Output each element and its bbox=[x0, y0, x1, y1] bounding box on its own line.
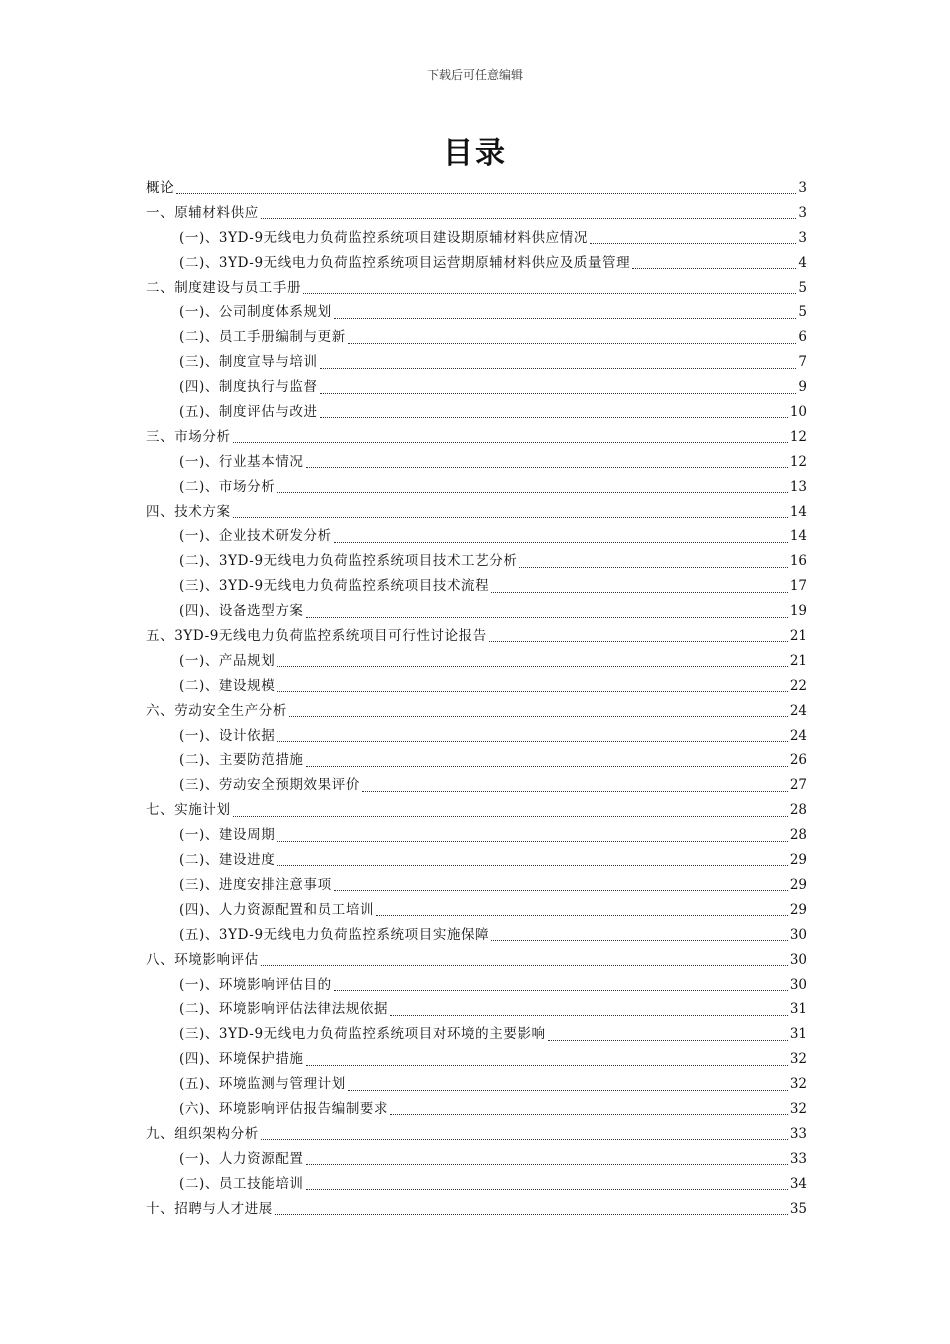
toc-entry-page-number: 7 bbox=[798, 354, 807, 371]
dot-leader bbox=[334, 989, 788, 991]
dot-leader bbox=[334, 889, 788, 891]
dot-leader bbox=[275, 1213, 788, 1215]
toc-entry-page-number: 30 bbox=[789, 951, 807, 968]
toc-entry[interactable] bbox=[146, 400, 807, 425]
toc-entry-label: (一)、设计依据 bbox=[179, 727, 276, 744]
toc-entry[interactable] bbox=[146, 375, 807, 400]
toc-entry-label: 六、劳动安全生产分析 bbox=[146, 702, 287, 719]
dot-leader bbox=[277, 740, 787, 742]
dot-leader bbox=[277, 690, 787, 692]
toc-entry-label: (二)、员工技能培训 bbox=[179, 1175, 304, 1192]
dot-leader bbox=[277, 840, 787, 842]
toc-entry-label: (二)、3YD-9无线电力负荷监控系统项目技术工艺分析 bbox=[179, 553, 518, 570]
toc-entry-page-number: 30 bbox=[789, 926, 807, 943]
toc-entry-label: 八、环境影响评估 bbox=[146, 951, 259, 968]
toc-entry[interactable] bbox=[146, 500, 807, 525]
toc-entry-page-number: 9 bbox=[798, 379, 807, 396]
toc-entry[interactable] bbox=[146, 773, 807, 798]
toc-entry-page-number: 3 bbox=[798, 229, 807, 246]
toc-entry-page-number: 32 bbox=[789, 1076, 807, 1093]
toc-entry[interactable] bbox=[146, 699, 807, 724]
toc-entry-page-number: 10 bbox=[789, 404, 807, 421]
toc-entry-page-number: 6 bbox=[798, 329, 807, 346]
toc-entry-page-number: 17 bbox=[789, 578, 807, 595]
dot-leader bbox=[334, 317, 797, 319]
dot-leader bbox=[320, 367, 797, 369]
dot-leader bbox=[277, 491, 787, 493]
toc-entry-label: (一)、建设周期 bbox=[179, 827, 276, 844]
toc-entry[interactable] bbox=[146, 948, 807, 973]
toc-entry-label: (三)、制度宣导与培训 bbox=[179, 354, 318, 371]
toc-entry-page-number: 26 bbox=[789, 752, 807, 769]
toc-entry[interactable] bbox=[146, 997, 807, 1022]
toc-entry[interactable] bbox=[146, 898, 807, 923]
toc-entry-label: 概论 bbox=[146, 180, 175, 196]
toc-entry[interactable] bbox=[146, 524, 807, 549]
toc-entry[interactable] bbox=[146, 1047, 807, 1072]
dot-leader bbox=[362, 790, 788, 792]
toc-entry-label: 十、招聘与人才进展 bbox=[146, 1200, 273, 1217]
toc-entry-label: (二)、建设规模 bbox=[179, 677, 276, 694]
toc-entry-page-number: 32 bbox=[789, 1100, 807, 1117]
toc-entry[interactable] bbox=[146, 724, 807, 749]
toc-entry-page-number: 32 bbox=[789, 1051, 807, 1068]
toc-entry-page-number: 34 bbox=[789, 1175, 807, 1192]
toc-entry[interactable] bbox=[146, 176, 807, 201]
dot-leader bbox=[491, 591, 788, 593]
toc-entry-page-number: 29 bbox=[789, 901, 807, 918]
dot-leader bbox=[489, 640, 788, 642]
toc-entry-label: 三、市场分析 bbox=[146, 428, 231, 445]
toc-entry-page-number: 31 bbox=[789, 1001, 807, 1018]
toc-entry-page-number: 22 bbox=[789, 677, 807, 694]
dot-leader bbox=[548, 1039, 788, 1041]
toc-entry-page-number: 30 bbox=[789, 976, 807, 993]
toc-entry-page-number: 24 bbox=[789, 727, 807, 744]
toc-entry-label: 二、制度建设与员工手册 bbox=[146, 279, 302, 296]
dot-leader bbox=[306, 616, 788, 618]
toc-entry-label: (三)、进度安排注意事项 bbox=[179, 876, 332, 893]
toc-entry[interactable] bbox=[146, 748, 807, 773]
toc-entry[interactable] bbox=[146, 450, 807, 475]
dot-leader bbox=[306, 1188, 788, 1190]
table-of-contents bbox=[146, 176, 807, 1221]
toc-entry-label: 九、组织架构分析 bbox=[146, 1125, 259, 1142]
toc-entry-label: (一)、企业技术研发分析 bbox=[179, 528, 332, 545]
toc-entry-label: (一)、环境影响评估目的 bbox=[179, 976, 332, 993]
toc-entry-label: (二)、环境影响评估法律法规依据 bbox=[179, 1001, 389, 1018]
dot-leader bbox=[277, 864, 787, 866]
toc-entry-label: (二)、建设进度 bbox=[179, 852, 276, 869]
toc-entry-page-number: 28 bbox=[789, 802, 807, 819]
toc-entry-page-number: 35 bbox=[789, 1200, 807, 1217]
toc-entry[interactable] bbox=[146, 201, 807, 226]
dot-leader bbox=[334, 541, 788, 543]
dot-leader bbox=[233, 815, 788, 817]
toc-entry-page-number: 33 bbox=[789, 1150, 807, 1167]
toc-entry[interactable] bbox=[146, 923, 807, 948]
toc-entry-page-number: 28 bbox=[789, 827, 807, 844]
toc-entry[interactable] bbox=[146, 823, 807, 848]
toc-entry[interactable] bbox=[146, 475, 807, 500]
toc-entry-page-number: 16 bbox=[789, 553, 807, 570]
toc-entry[interactable] bbox=[146, 674, 807, 699]
toc-entry-label: (二)、主要防范措施 bbox=[179, 752, 304, 769]
toc-entry[interactable] bbox=[146, 226, 807, 251]
toc-entry-page-number: 5 bbox=[798, 279, 807, 296]
page-header-note: 下载后可任意编辑 bbox=[426, 68, 523, 82]
dot-leader bbox=[289, 715, 788, 717]
toc-entry-label: (六)、环境影响评估报告编制要求 bbox=[179, 1100, 389, 1117]
toc-entry[interactable] bbox=[146, 425, 807, 450]
toc-entry-label: (四)、制度执行与监督 bbox=[179, 379, 318, 396]
toc-entry[interactable] bbox=[146, 848, 807, 873]
toc-entry[interactable] bbox=[146, 624, 807, 649]
toc-entry-label: (一)、产品规划 bbox=[179, 652, 276, 669]
toc-entry-label: (一)、人力资源配置 bbox=[179, 1150, 304, 1167]
toc-entry-page-number: 5 bbox=[798, 304, 807, 321]
toc-entry-label: 四、技术方案 bbox=[146, 503, 231, 520]
dot-leader bbox=[233, 516, 788, 518]
dot-leader bbox=[320, 392, 797, 394]
toc-entry[interactable] bbox=[146, 1097, 807, 1122]
toc-entry-page-number: 27 bbox=[789, 777, 807, 794]
dot-leader bbox=[390, 1113, 788, 1115]
toc-entry[interactable] bbox=[146, 276, 807, 301]
toc-entry-label: 五、3YD-9无线电力负荷监控系统项目可行性讨论报告 bbox=[146, 628, 487, 645]
toc-entry-page-number: 24 bbox=[789, 702, 807, 719]
toc-entry[interactable] bbox=[146, 1172, 807, 1197]
toc-entry[interactable] bbox=[146, 873, 807, 898]
toc-entry-page-number: 29 bbox=[789, 876, 807, 893]
toc-entry-page-number: 14 bbox=[789, 528, 807, 545]
toc-entry[interactable] bbox=[146, 574, 807, 599]
toc-entry-label: 七、实施计划 bbox=[146, 802, 231, 819]
toc-entry[interactable] bbox=[146, 300, 807, 325]
toc-entry[interactable] bbox=[146, 1122, 807, 1147]
dot-leader bbox=[303, 292, 796, 294]
toc-entry[interactable] bbox=[146, 599, 807, 624]
dot-leader bbox=[491, 939, 788, 941]
toc-entry-page-number: 21 bbox=[789, 628, 807, 645]
toc-entry-label: (五)、制度评估与改进 bbox=[179, 404, 318, 421]
toc-entry-label: (四)、人力资源配置和员工培训 bbox=[179, 901, 375, 918]
dot-leader bbox=[376, 914, 788, 916]
toc-entry-label: (一)、3YD-9无线电力负荷监控系统项目建设期原辅材料供应情况 bbox=[179, 229, 588, 246]
toc-entry-label: (五)、环境监测与管理计划 bbox=[179, 1076, 346, 1093]
toc-entry[interactable] bbox=[146, 1022, 807, 1047]
toc-entry[interactable] bbox=[146, 350, 807, 375]
toc-entry-label: (四)、设备选型方案 bbox=[179, 603, 304, 620]
dot-leader bbox=[320, 416, 788, 418]
toc-entry-page-number: 14 bbox=[789, 503, 807, 520]
toc-entry[interactable] bbox=[146, 549, 807, 574]
toc-entry-page-number: 19 bbox=[789, 603, 807, 620]
dot-leader bbox=[519, 566, 787, 568]
dot-leader bbox=[261, 1138, 788, 1140]
dot-leader bbox=[261, 217, 797, 219]
toc-entry-label: (三)、劳动安全预期效果评价 bbox=[179, 777, 360, 794]
toc-entry[interactable] bbox=[146, 251, 807, 276]
toc-entry-page-number: 13 bbox=[789, 478, 807, 495]
toc-entry-label: 一、原辅材料供应 bbox=[146, 204, 259, 221]
dot-leader bbox=[306, 466, 788, 468]
toc-entry[interactable] bbox=[146, 649, 807, 674]
dot-leader bbox=[348, 1089, 788, 1091]
toc-entry[interactable] bbox=[146, 325, 807, 350]
toc-entry-label: (五)、3YD-9无线电力负荷监控系统项目实施保障 bbox=[179, 926, 490, 943]
toc-entry-page-number: 29 bbox=[789, 852, 807, 869]
toc-entry[interactable] bbox=[146, 1072, 807, 1097]
toc-entry[interactable] bbox=[146, 798, 807, 823]
toc-entry-page-number: 4 bbox=[798, 254, 807, 271]
dot-leader bbox=[277, 665, 787, 667]
toc-entry-label: (一)、公司制度体系规划 bbox=[179, 304, 332, 321]
dot-leader bbox=[390, 1014, 788, 1016]
toc-entry-label: (二)、3YD-9无线电力负荷监控系统项目运营期原辅材料供应及质量管理 bbox=[179, 254, 631, 271]
dot-leader bbox=[176, 192, 796, 194]
toc-entry[interactable] bbox=[146, 1197, 807, 1222]
toc-entry-page-number: 12 bbox=[789, 453, 807, 470]
toc-entry-label: (三)、3YD-9无线电力负荷监控系统项目对环境的主要影响 bbox=[179, 1026, 546, 1043]
toc-entry-page-number: 12 bbox=[789, 428, 807, 445]
dot-leader bbox=[306, 1163, 788, 1165]
dot-leader bbox=[233, 441, 788, 443]
toc-entry[interactable] bbox=[146, 1147, 807, 1172]
toc-entry-label: (四)、环境保护措施 bbox=[179, 1051, 304, 1068]
toc-entry-label: (二)、市场分析 bbox=[179, 478, 276, 495]
toc-entry-label: (三)、3YD-9无线电力负荷监控系统项目技术流程 bbox=[179, 578, 490, 595]
toc-entry-page-number: 33 bbox=[789, 1125, 807, 1142]
toc-entry-label: (二)、员工手册编制与更新 bbox=[179, 329, 346, 346]
toc-title: 目录 bbox=[443, 136, 507, 171]
toc-entry-page-number: 3 bbox=[798, 180, 807, 196]
toc-entry[interactable] bbox=[146, 973, 807, 998]
toc-entry-label: (一)、行业基本情况 bbox=[179, 453, 304, 470]
dot-leader bbox=[261, 964, 788, 966]
toc-entry-page-number: 3 bbox=[798, 204, 807, 221]
toc-entry-page-number: 31 bbox=[789, 1026, 807, 1043]
dot-leader bbox=[306, 1064, 788, 1066]
dot-leader bbox=[632, 267, 796, 269]
dot-leader bbox=[590, 242, 796, 244]
dot-leader bbox=[306, 765, 788, 767]
toc-entry-page-number: 21 bbox=[789, 652, 807, 669]
dot-leader bbox=[348, 342, 797, 344]
